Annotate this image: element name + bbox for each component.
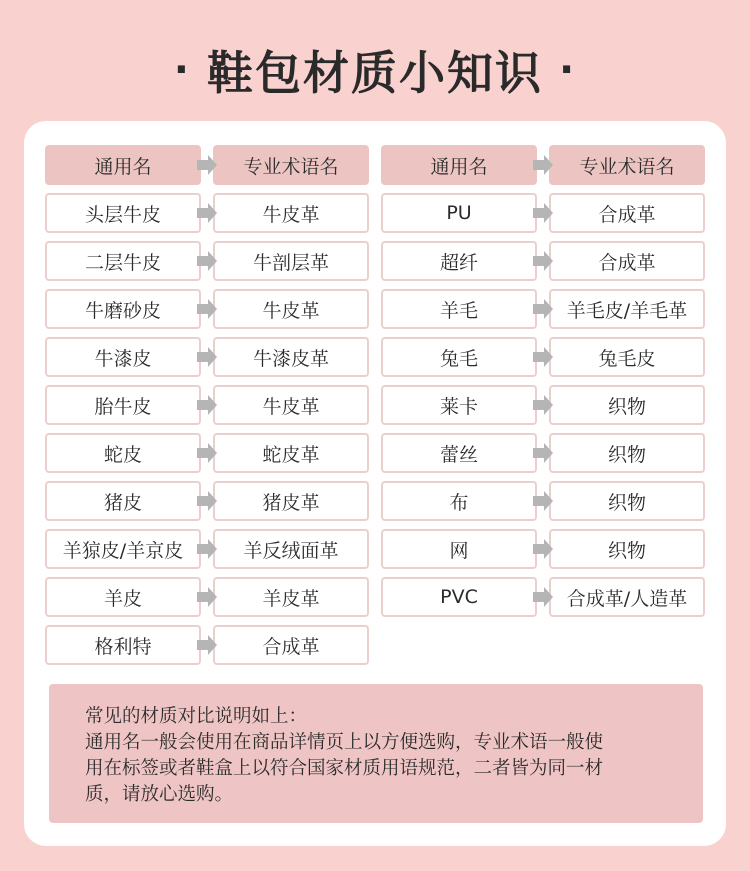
header-common-name: 通用名 (45, 145, 201, 185)
left-material-table (45, 145, 369, 673)
common-name-cell: 蛇皮 (45, 433, 201, 473)
term-name-cell: 织物 (549, 433, 705, 473)
arrow-right-icon (533, 443, 553, 463)
term-name-cell: 合成革 (549, 193, 705, 233)
common-name-cell: 胎牛皮 (45, 385, 201, 425)
table-row (45, 385, 369, 425)
term-name-cell: 牛皮革 (213, 193, 369, 233)
common-name-cell: 牛漆皮 (45, 337, 201, 377)
table-row (45, 529, 369, 569)
arrow-right-icon (197, 347, 217, 367)
arrow-right-icon (533, 491, 553, 511)
common-name-cell: 莱卡 (381, 385, 537, 425)
table-row (381, 289, 705, 329)
header-common-name: 通用名 (381, 145, 537, 185)
term-name-cell: 牛剖层革 (213, 241, 369, 281)
table-row (381, 241, 705, 281)
common-name-cell: 格利特 (45, 625, 201, 665)
term-name-cell: 羊毛皮/羊毛革 (549, 289, 705, 329)
arrow-right-icon (533, 299, 553, 319)
term-name-cell: 羊皮革 (213, 577, 369, 617)
table-row (381, 529, 705, 569)
common-name-cell: 羊毛 (381, 289, 537, 329)
arrow-right-icon (197, 635, 217, 655)
table-row (381, 481, 705, 521)
arrow-right-icon (197, 251, 217, 271)
table-row (45, 481, 369, 521)
title-text: 鞋包材质小知识 (207, 46, 543, 100)
term-name-cell: 蛇皮革 (213, 433, 369, 473)
note-line: 通用名一般会使用在商品详情页上以方便选购，专业术语一般使 (85, 732, 604, 753)
header-term-name: 专业术语名 (213, 145, 369, 185)
common-name-cell: 羊猄皮/羊京皮 (45, 529, 201, 569)
content-card (24, 121, 726, 846)
arrow-right-icon (533, 587, 553, 607)
table-header-row (45, 145, 369, 185)
common-name-cell: PVC (381, 577, 537, 617)
term-name-cell: 合成革 (213, 625, 369, 665)
common-name-cell: 二层牛皮 (45, 241, 201, 281)
table-row (45, 241, 369, 281)
common-name-cell: 猪皮 (45, 481, 201, 521)
table-row (45, 433, 369, 473)
common-name-cell: 网 (381, 529, 537, 569)
table-row (45, 289, 369, 329)
header-term-name: 专业术语名 (549, 145, 705, 185)
arrow-right-icon (533, 251, 553, 271)
table-row (381, 577, 705, 617)
term-name-cell: 织物 (549, 481, 705, 521)
note-line: 用在标签或者鞋盒上以符合国家材质用语规范，二者皆为同一材 (85, 758, 604, 779)
table-row (381, 433, 705, 473)
note-line: 质，请放心选购。 (85, 784, 234, 805)
term-name-cell: 牛皮革 (213, 289, 369, 329)
arrow-right-icon (533, 203, 553, 223)
term-name-cell: 猪皮革 (213, 481, 369, 521)
right-material-table (381, 145, 705, 625)
term-name-cell: 兔毛皮 (549, 337, 705, 377)
arrow-right-icon (197, 539, 217, 559)
arrow-right-icon (533, 539, 553, 559)
arrow-right-icon (197, 299, 217, 319)
table-row (45, 577, 369, 617)
arrow-right-icon (533, 395, 553, 415)
term-name-cell: 羊反绒面革 (213, 529, 369, 569)
table-row (45, 193, 369, 233)
table-row (381, 337, 705, 377)
table-row (45, 337, 369, 377)
table-header-row (381, 145, 705, 185)
common-name-cell: 蕾丝 (381, 433, 537, 473)
arrow-right-icon (197, 491, 217, 511)
term-name-cell: 织物 (549, 385, 705, 425)
arrow-right-icon (197, 443, 217, 463)
common-name-cell: 羊皮 (45, 577, 201, 617)
common-name-cell: PU (381, 193, 537, 233)
term-name-cell: 合成革/人造革 (549, 577, 705, 617)
arrow-right-icon (197, 395, 217, 415)
common-name-cell: 布 (381, 481, 537, 521)
common-name-cell: 牛磨砂皮 (45, 289, 201, 329)
arrow-right-icon (533, 155, 553, 175)
explanation-note (49, 684, 703, 823)
term-name-cell: 牛漆皮革 (213, 337, 369, 377)
page-title (0, 38, 750, 102)
title-dot-right: · (559, 47, 577, 93)
title-dot-left: · (173, 47, 191, 93)
term-name-cell: 合成革 (549, 241, 705, 281)
arrow-right-icon (197, 155, 217, 175)
term-name-cell: 牛皮革 (213, 385, 369, 425)
common-name-cell: 头层牛皮 (45, 193, 201, 233)
arrow-right-icon (197, 587, 217, 607)
common-name-cell: 超纤 (381, 241, 537, 281)
common-name-cell: 兔毛 (381, 337, 537, 377)
note-line: 常见的材质对比说明如上： (85, 706, 308, 727)
arrow-right-icon (197, 203, 217, 223)
term-name-cell: 织物 (549, 529, 705, 569)
table-row (381, 385, 705, 425)
table-row (381, 193, 705, 233)
table-row (45, 625, 369, 665)
arrow-right-icon (533, 347, 553, 367)
